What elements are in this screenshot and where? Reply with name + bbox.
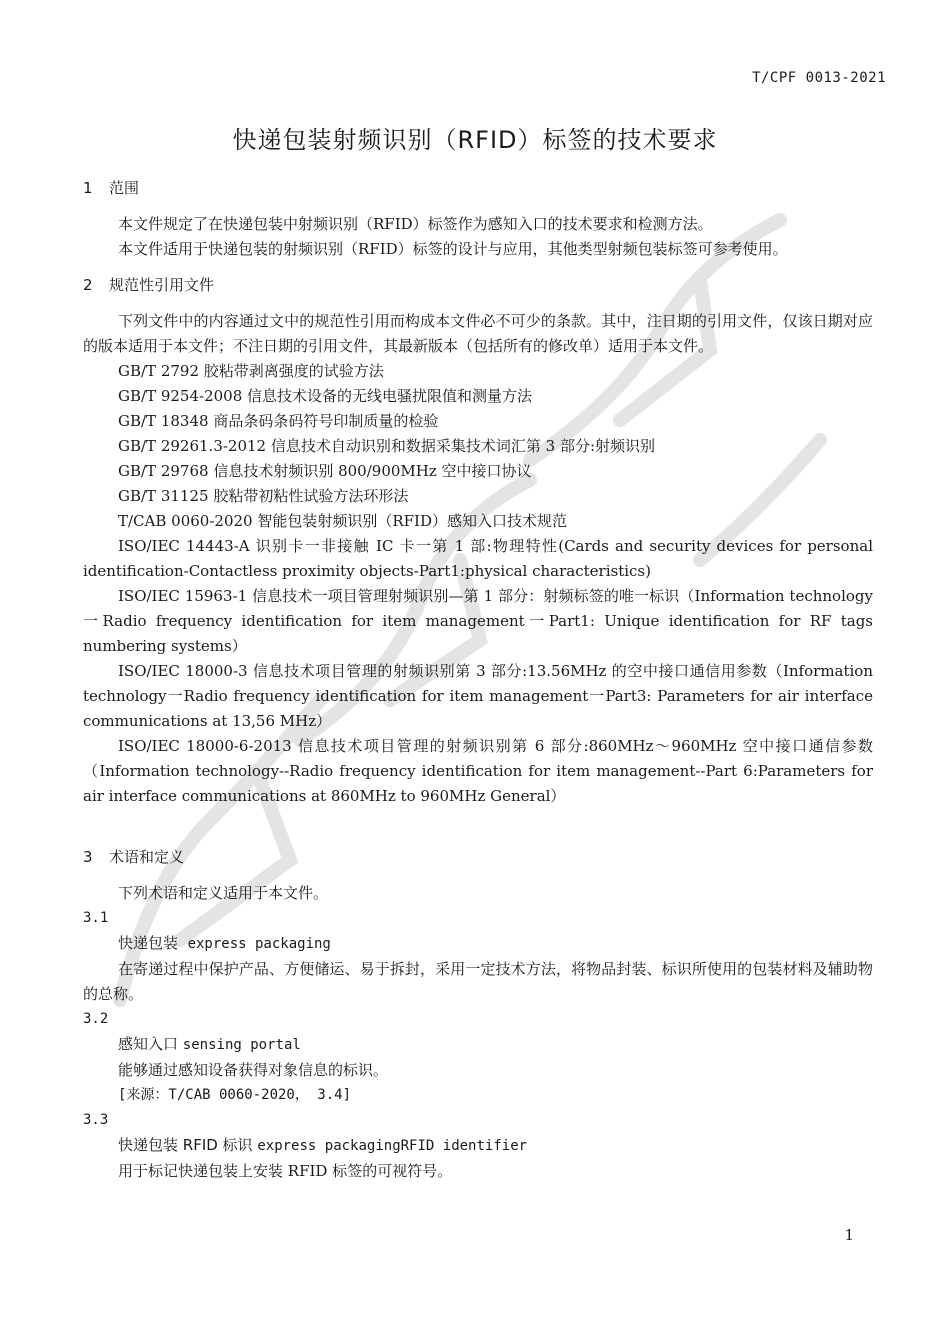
section-heading: 3 术语和定义 — [83, 848, 185, 866]
reference-item: ISO/IEC 14443-A 识别卡一非接触 IC 卡一第 1 部:物理特性(Cards and security devices for personal identification-Contactless proximity objects-Part1:physical characteristics) — [83, 537, 873, 580]
reference-item: GB/T 18348 商品条码条码符号印制质量的检验 — [118, 412, 439, 430]
term-definition: 用于标记快递包装上安装 RFID 标签的可视符号。 — [118, 1162, 453, 1180]
paragraph: 本文件规定了在快递包装中射频识别（RFID）标签作为感知入口的技术要求和检测方法。 — [118, 215, 713, 233]
page-number: 1 — [844, 1226, 854, 1244]
document-code: T/CPF 0013-2021 — [752, 70, 886, 86]
reference-item: T/CAB 0060-2020 智能包装射频识别（RFID）感知入口技术规范 — [118, 512, 567, 530]
paragraph: 本文件适用于快递包装的射频识别（RFID）标签的设计与应用，其他类型射频包装标签可参考使用。 — [118, 240, 788, 258]
reference-item: GB/T 2792 胶粘带剥离强度的试验方法 — [118, 362, 384, 380]
reference-item: GB/T 29261.3-2012 信息技术自动识别和数据采集技术词汇第 3 部分:射频识别 — [118, 437, 656, 455]
term-number: 3.2 — [83, 1011, 109, 1027]
document-body — [83, 176, 873, 1184]
reference-item: ISO/IEC 15963-1 信息技术一项目管理射频识别—第 1 部分：射频标签的唯一标识（Information technology一Radio frequency identification for item management一Part1: Unique identification for RF tags numbering systems） — [83, 587, 873, 655]
reference-item: ISO/IEC 18000-3 信息技术项目管理的射频识别第 3 部分:13.56MHz 的空中接口通信用参数（Information technology一Radio frequency identification for item management一Part3: Parameters for air interface communications at 13,56 MHz） — [83, 662, 873, 730]
reference-item: GB/T 9254-2008 信息技术设备的无线电骚扰限值和测量方法 — [118, 387, 533, 405]
term-heading: 快递包装 RFID 标识 express packagingRFID identifier — [118, 1136, 528, 1154]
paragraph: 下列术语和定义适用于本文件。 — [118, 884, 329, 902]
document-title: 快递包装射频识别（RFID）标签的技术要求 — [232, 126, 718, 154]
section-heading: 2 规范性引用文件 — [83, 276, 215, 294]
section-heading: 1 范围 — [83, 179, 140, 197]
term-source: [来源：T/CAB 0060-2020， 3.4] — [118, 1087, 352, 1103]
term-number: 3.1 — [83, 910, 109, 926]
term-heading: 感知入口 sensing portal — [118, 1035, 301, 1053]
reference-item: ISO/IEC 18000-6-2013 信息技术项目管理的射频识别第 6 部分:860MHz～960MHz 空中接口通信参数（Information technology--Radio frequency identification for item management--Part 6:Parameters for air interface communications at 860MHz to 960MHz General） — [83, 737, 873, 805]
reference-item: GB/T 31125 胶粘带初粘性试验方法环形法 — [118, 487, 409, 505]
reference-item: GB/T 29768 信息技术射频识别 800/900MHz 空中接口协议 — [118, 462, 532, 480]
paragraph: 下列文件中的内容通过文中的规范性引用而构成本文件必不可少的条款。其中，注日期的引用文件，仅该日期对应的版本适用于本文件；不注日期的引用文件，其最新版本（包括所有的修改单）适用于本文件。 — [83, 312, 873, 355]
term-number: 3.3 — [83, 1112, 109, 1128]
term-definition: 在寄递过程中保护产品、方便储运、易于拆封，采用一定技术方法，将物品封装、标识所使用的包装材料及辅助物的总称。 — [83, 960, 873, 1003]
term-definition: 能够通过感知设备获得对象信息的标识。 — [118, 1061, 389, 1079]
term-heading: 快递包装 express packaging — [118, 934, 331, 952]
